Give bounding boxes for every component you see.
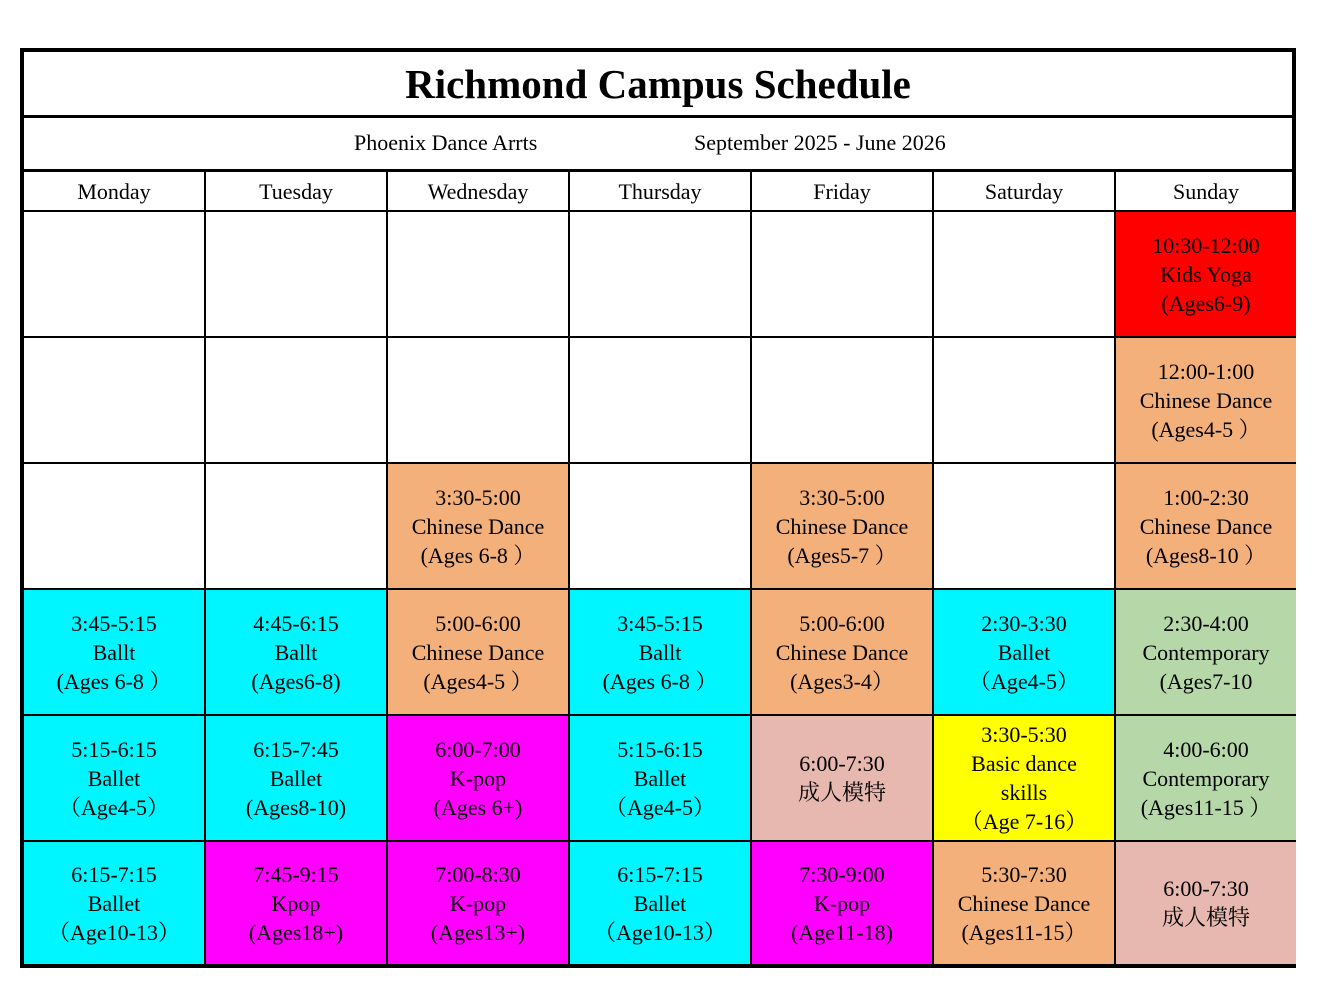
class-detail: Kids Yoga: [1160, 261, 1252, 287]
empty-slot: [206, 212, 388, 338]
empty-slot: [388, 338, 570, 464]
class-detail: (Ages8-10 ）: [1145, 542, 1267, 568]
class-time: 7:45-9:15: [253, 861, 339, 887]
class-detail: Ballt: [274, 639, 318, 665]
class-slot: [934, 842, 1116, 964]
class-detail: Chinese Dance: [411, 513, 545, 539]
class-slot: [934, 716, 1116, 842]
class-time: 7:30-9:00: [799, 861, 885, 887]
day-header-monday: Monday: [24, 172, 206, 212]
class-detail: （Age 7-16）: [960, 809, 1088, 834]
class-time: 3:30-5:00: [799, 484, 885, 510]
class-detail: skills: [1000, 780, 1048, 805]
empty-slot: [934, 338, 1116, 464]
schedule-title: Richmond Campus Schedule: [24, 52, 1292, 118]
class-detail: (Ages4-5 ）: [1151, 416, 1261, 442]
class-slot: [1116, 716, 1296, 842]
empty-slot: [752, 212, 934, 338]
class-detail: (Ages6-8): [251, 668, 341, 694]
class-detail: Contemporary: [1142, 639, 1270, 665]
empty-slot: [206, 338, 388, 464]
class-detail: Ballet: [87, 765, 141, 791]
class-detail: (Age11-18): [791, 919, 893, 945]
class-slot: [1116, 590, 1296, 716]
empty-slot: [570, 338, 752, 464]
class-detail: 成人模特: [1161, 905, 1250, 930]
class-time: 5:00-6:00: [799, 610, 885, 636]
class-detail: K-pop: [449, 765, 507, 791]
class-detail: (Ages 6-8 ）: [602, 668, 718, 694]
day-header-thursday: Thursday: [570, 172, 752, 212]
class-slot: [1116, 338, 1296, 464]
class-time: 5:30-7:30: [981, 861, 1067, 887]
class-slot: [752, 590, 934, 716]
class-time: 3:30-5:00: [435, 484, 521, 510]
empty-slot: [570, 212, 752, 338]
class-time: 6:15-7:15: [71, 861, 157, 887]
schedule-sheet: [20, 48, 1296, 968]
class-detail: (Ages3-4）: [790, 668, 894, 694]
class-detail: Chinese Dance: [1139, 387, 1273, 413]
class-detail: Ballet: [269, 765, 323, 791]
class-detail: Ballet: [633, 890, 687, 916]
class-time: 6:00-7:30: [799, 751, 885, 776]
class-detail: (Ages 6-8 ）: [56, 668, 172, 694]
class-slot: [24, 590, 206, 716]
class-detail: Ballet: [87, 890, 141, 916]
class-detail: Kpop: [271, 890, 321, 916]
class-detail: Ballet: [997, 639, 1051, 665]
class-detail: Basic dance: [971, 751, 1077, 776]
class-detail: Contemporary: [1142, 765, 1270, 791]
class-time: 6:00-7:00: [435, 736, 521, 762]
day-header-wednesday: Wednesday: [388, 172, 570, 212]
class-time: 4:45-6:15: [253, 610, 339, 636]
class-detail: Chinese Dance: [411, 639, 545, 665]
class-detail: (Ages 6-8 ）: [420, 542, 536, 568]
class-slot: [1116, 842, 1296, 964]
class-slot: [24, 716, 206, 842]
class-detail: Chinese Dance: [1139, 513, 1273, 539]
class-detail: （Age10-13）: [594, 919, 726, 945]
class-slot: [1116, 212, 1296, 338]
class-slot: [570, 842, 752, 964]
date-range: September 2025 - June 2026: [694, 130, 946, 155]
class-slot: [752, 842, 934, 964]
empty-slot: [24, 464, 206, 590]
class-detail: Ballt: [92, 639, 136, 665]
schedule-grid: [24, 172, 1292, 964]
class-detail: K-pop: [813, 890, 871, 916]
class-slot: [752, 464, 934, 590]
class-time: 6:00-7:30: [1163, 876, 1249, 901]
class-detail: （Age4-5）: [605, 794, 715, 820]
organization-name: Phoenix Dance Arrts: [354, 130, 538, 155]
empty-slot: [934, 464, 1116, 590]
class-slot: [206, 590, 388, 716]
class-time: 2:30-3:30: [981, 610, 1067, 636]
class-time: 2:30-4:00: [1163, 610, 1249, 636]
class-time: 7:00-8:30: [435, 861, 521, 887]
class-detail: K-pop: [449, 890, 507, 916]
empty-slot: [934, 212, 1116, 338]
class-detail: （Age4-5）: [59, 794, 169, 820]
class-time: 3:30-5:30: [981, 722, 1067, 747]
class-slot: [388, 464, 570, 590]
class-slot: [1116, 464, 1296, 590]
class-time: 3:45-5:15: [617, 610, 703, 636]
class-slot: [570, 716, 752, 842]
class-detail: (Ages4-5 ）: [423, 668, 533, 694]
class-time: 12:00-1:00: [1157, 358, 1255, 384]
class-detail: Chinese Dance: [775, 639, 909, 665]
class-slot: [388, 716, 570, 842]
class-slot: [570, 590, 752, 716]
class-time: 5:15-6:15: [617, 736, 703, 762]
class-detail: (Ages8-10): [245, 794, 347, 820]
class-detail: （Age4-5）: [969, 668, 1079, 694]
class-slot: [934, 590, 1116, 716]
class-detail: (Ages5-7 ）: [787, 542, 897, 568]
class-detail: (Ages18+): [248, 919, 344, 945]
class-time: 4:00-6:00: [1163, 736, 1249, 762]
empty-slot: [388, 212, 570, 338]
class-detail: Chinese Dance: [775, 513, 909, 539]
class-detail: (Ages11-15 ）: [1140, 794, 1272, 820]
class-slot: [206, 716, 388, 842]
class-time: 5:00-6:00: [435, 610, 521, 636]
subtitle-row: [24, 118, 1292, 172]
class-detail: Chinese Dance: [957, 890, 1091, 916]
class-detail: (Ages 6+): [433, 794, 523, 820]
class-detail: (Ages6-9): [1161, 290, 1251, 316]
class-detail: (Ages13+): [430, 919, 526, 945]
class-slot: [388, 590, 570, 716]
class-slot: [388, 842, 570, 964]
class-time: 1:00-2:30: [1163, 484, 1249, 510]
class-detail: 成人模特: [797, 780, 886, 805]
empty-slot: [752, 338, 934, 464]
empty-slot: [24, 338, 206, 464]
day-header-saturday: Saturday: [934, 172, 1116, 212]
class-detail: （Age10-13）: [48, 919, 180, 945]
empty-slot: [24, 212, 206, 338]
class-detail: Ballet: [633, 765, 687, 791]
class-detail: Ballt: [638, 639, 682, 665]
class-time: 6:15-7:45: [253, 736, 339, 762]
class-slot: [24, 842, 206, 964]
class-time: 5:15-6:15: [71, 736, 157, 762]
day-header-tuesday: Tuesday: [206, 172, 388, 212]
class-slot: [752, 716, 934, 842]
empty-slot: [206, 464, 388, 590]
day-header-sunday: Sunday: [1116, 172, 1296, 212]
class-time: 3:45-5:15: [71, 610, 157, 636]
class-detail: (Ages11-15）: [961, 919, 1087, 945]
class-time: 6:15-7:15: [617, 861, 703, 887]
class-slot: [206, 842, 388, 964]
day-header-friday: Friday: [752, 172, 934, 212]
class-detail: (Ages7-10: [1159, 668, 1253, 694]
class-time: 10:30-12:00: [1152, 232, 1260, 258]
empty-slot: [570, 464, 752, 590]
